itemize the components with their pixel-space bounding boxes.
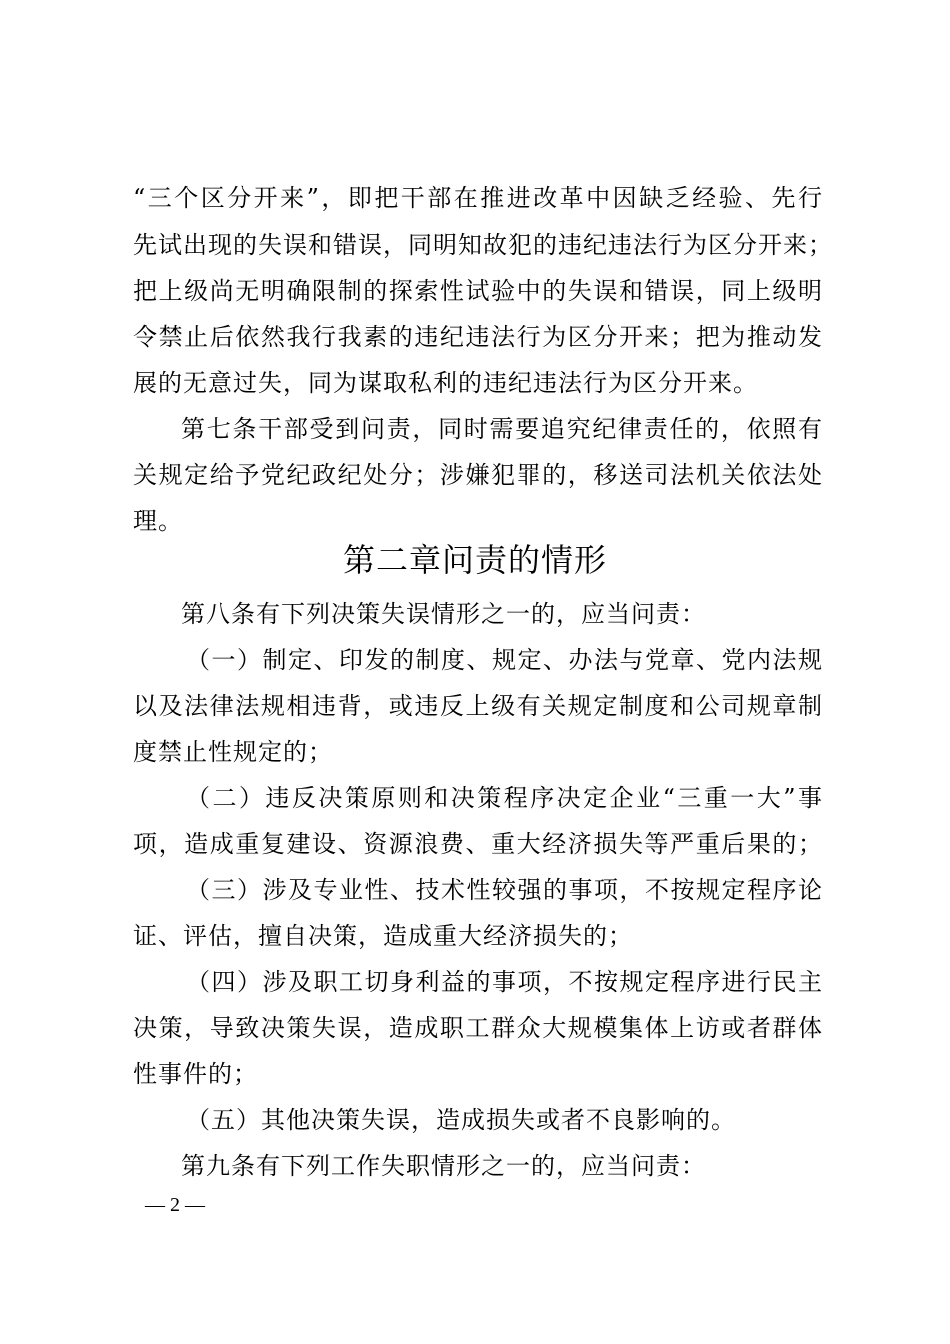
paragraph-line: 理。 — [133, 507, 183, 535]
page-number: — 2 — — [145, 1194, 205, 1216]
article-7-line: 第七条干部受到问责，同时需要追究纪律责任的，依照有 — [181, 415, 823, 443]
paragraph-line: “三个区分开来”，即把干部在推进改革中因缺乏经验、先行 — [133, 184, 823, 212]
list-item-1-line: （一）制定、印发的制度、规定、办法与党章、党内法规 — [186, 646, 823, 674]
article-8-line: 第八条有下列决策失误情形之一的，应当问责： — [181, 600, 706, 628]
list-item-3-line: （三）涉及专业性、技术性较强的事项，不按规定程序论 — [186, 876, 823, 904]
chapter-title: 第二章问责的情形 — [342, 541, 607, 579]
paragraph-line: 性事件的； — [133, 1060, 258, 1088]
paragraph-line: 项，造成重复建设、资源浪费、重大经济损失等严重后果的； — [133, 830, 823, 858]
list-item-2-line: （二）违反决策原则和决策程序决定企业“三重一大”事 — [186, 784, 823, 812]
paragraph-line: 先试出现的失误和错误，同明知故犯的违纪违法行为区分开来； — [133, 231, 833, 259]
list-item-4-line: （四）涉及职工切身利益的事项，不按规定程序进行民主 — [186, 968, 823, 996]
paragraph-line: 证、评估，擅自决策，造成重大经济损失的； — [133, 922, 633, 950]
paragraph-line: 关规定给予党纪政纪处分；涉嫌犯罪的，移送司法机关依法处 — [133, 461, 823, 489]
article-9-line: 第九条有下列工作失职情形之一的，应当问责： — [181, 1152, 706, 1180]
paragraph-line: 决策，导致决策失误，造成职工群众大规模集体上访或者群体 — [133, 1014, 823, 1042]
paragraph-line: 度禁止性规定的； — [133, 738, 333, 766]
list-item-5-line: （五）其他决策失误，造成损失或者不良影响的。 — [186, 1106, 736, 1134]
paragraph-line: 把上级尚无明确限制的探索性试验中的失误和错误，同上级明 — [133, 277, 823, 305]
paragraph-line: 以及法律法规相违背，或违反上级有关规定制度和公司规章制 — [133, 692, 823, 720]
paragraph-line: 令禁止后依然我行我素的违纪违法行为区分开来；把为推动发 — [133, 323, 823, 351]
paragraph-line: 展的无意过失，同为谋取私利的违纪违法行为区分开来。 — [133, 369, 758, 397]
